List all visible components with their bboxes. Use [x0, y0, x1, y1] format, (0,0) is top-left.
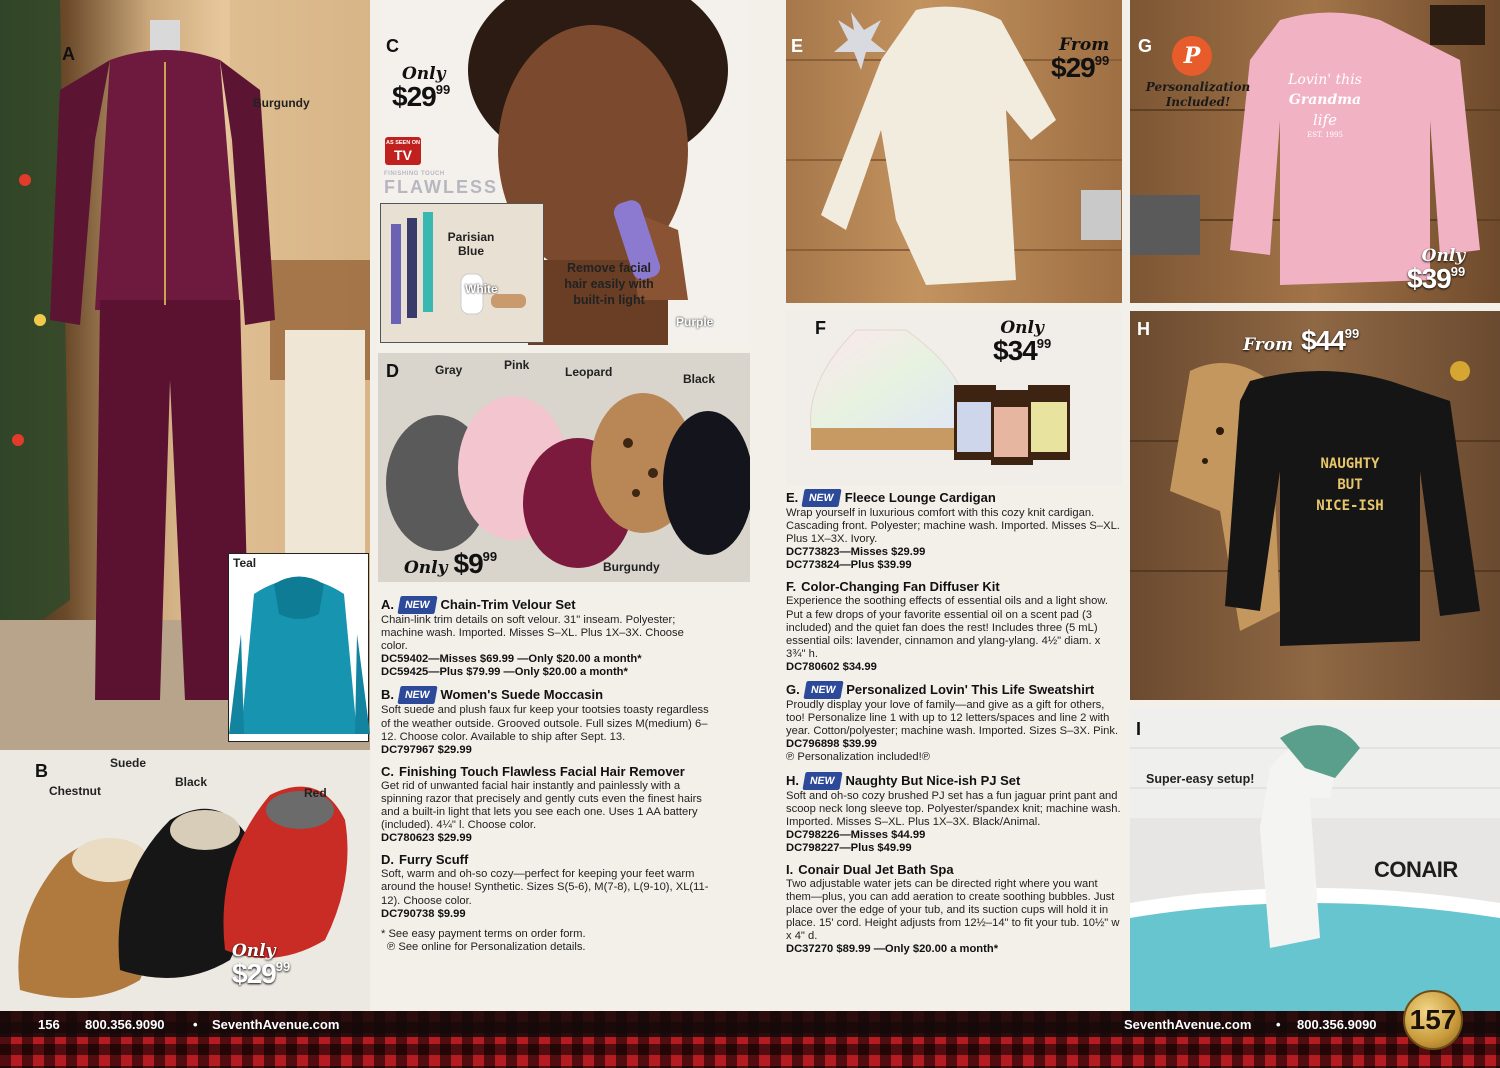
photo-letter: C	[386, 36, 399, 56]
footer-site-left[interactable]: SeventhAvenue.com	[212, 1017, 340, 1032]
copy-item-g	[786, 681, 1122, 764]
photo-c-flawless	[378, 0, 750, 345]
item-body: Proudly display your love of family—and give as a gift for others, too! Personalize line 1 with up to 12 letters/spaces and line 2 with year. Cotton/polyester; machine wash. Imported. Sizes S–3X. Pink.	[786, 699, 1119, 738]
as-seen-on-tv-badge: AS SEEN ON TV	[385, 137, 421, 165]
conair-logo: CONAIR	[1374, 857, 1458, 882]
item-title: Personalized Lovin' This Life Sweatshirt	[846, 682, 1095, 698]
item-sku: DC798227—Plus $49.99	[786, 841, 912, 854]
photo-f-diffuser	[786, 310, 1122, 485]
footer-phone-left[interactable]: 800.356.9090	[85, 1017, 165, 1032]
item-title: Naughty But Nice-ish PJ Set	[845, 772, 1021, 788]
shirt-print-naughty: NAUGHTY BUT NICE-ISH	[1316, 456, 1384, 514]
personalization-note: ℗ Personalization included!℗	[786, 751, 930, 764]
slippers-illustration	[378, 353, 750, 582]
new-badge: NEW	[802, 772, 842, 790]
copy-column-right	[786, 489, 1122, 964]
callout-easy-setup: Super-easy setup!	[1146, 772, 1255, 786]
copy-item-c	[381, 764, 713, 845]
colors-inset	[380, 203, 544, 343]
copy-item-a	[381, 596, 713, 679]
item-sku: DC797967 $29.99	[381, 743, 472, 756]
item-sku: DC780602 $34.99	[786, 660, 877, 673]
item-body: Soft, warm and oh-so cozy—perfect for keeping your feet warm around the house! Synthetic. Sizes S(5-6), M(7-8), L(9-10), XL(11-12). Choose color.	[381, 868, 709, 907]
price-f	[993, 320, 1051, 365]
item-body: Soft and oh-so cozy brushed PJ set has a fun jaguar print pant and scoop neck long sleeve top. Polyester/spandex knit; machine wash. Imported. Misses S–XL. Plus 1X–3X. Black/Animal.	[786, 789, 1121, 828]
new-badge: NEW	[803, 681, 843, 699]
color-label-white: White	[465, 282, 498, 296]
item-body: Two adjustable water jets can be directed right where you want them—plus, you can add aeration to create soothing bubbles. Just place over the edge of your tub, and its suction cups will hold it in place. 15' cord. Height adjusts from 12½–14" to fit your tub. 10½" w x 4" d.	[786, 877, 1120, 943]
item-head: B. NEW Women's Suede Moccasin	[381, 687, 604, 703]
item-body: Wrap yourself in luxurious comfort with this cozy knit cardigan. Cascading front. Polyester; machine wash. Imported. Misses S–XL. Plus 1X–3X. Ivory.	[786, 507, 1120, 546]
item-title: Finishing Touch Flawless Facial Hair Remover	[399, 763, 685, 779]
footnote-personalization: ℗ See online for Personalization details.	[387, 940, 586, 953]
item-head: C. Finishing Touch Flawless Facial Hair Remover	[381, 763, 685, 779]
item-sku: DC37270 $89.99 —Only $20.00 a month*	[786, 943, 999, 956]
item-title: Conair Dual Jet Bath Spa	[798, 861, 954, 877]
item-sku: DC796898 $39.99	[786, 738, 877, 751]
item-sku: DC59425—Plus $79.99 —Only $20.00 a month*	[381, 666, 628, 679]
price-g	[1407, 248, 1465, 293]
item-body: Chain-link trim details on soft velour. 31" inseam. Polyester; machine wash. Imported. Misses S–XL. Plus 1X–3X. Choose color.	[381, 614, 684, 653]
item-head: D. Furry Scuff	[381, 852, 469, 868]
item-sku: DC59402—Misses $69.99 —Only $20.00 a month*	[381, 653, 642, 666]
price-c	[392, 66, 450, 111]
item-sku: DC798226—Misses $44.99	[786, 828, 926, 841]
price-amount: $\$44^{99}$	[1301, 325, 1360, 356]
photo-a-velour-set	[0, 0, 370, 750]
color-label-black: Black	[683, 372, 716, 386]
photo-g-sweatshirt	[1130, 0, 1500, 303]
price-lead: From	[1059, 35, 1110, 55]
item-head: G. NEW Personalized Lovin' This Life Sweatshirt	[786, 682, 1095, 698]
price-amount: $\$29^{99}$	[392, 81, 451, 112]
photo-d-scuffs	[378, 353, 750, 582]
photo-letter: D	[386, 361, 399, 381]
label-suede: Suede	[110, 756, 147, 770]
item-head: H. NEW Naughty But Nice-ish PJ Set	[786, 772, 1021, 788]
copy-item-i	[786, 862, 1122, 957]
item-head: F. Color-Changing Fan Diffuser Kit	[786, 579, 1000, 595]
callout-remove-hair: Remove facial hair easily with built-in light	[564, 261, 654, 307]
footer-site-right[interactable]: SeventhAvenue.com	[1124, 1017, 1252, 1032]
color-label-black: Black	[175, 775, 208, 789]
copy-item-h	[786, 772, 1122, 855]
color-label-gray: Gray	[435, 363, 463, 377]
price-b	[232, 943, 290, 988]
color-label-parisian-blue: Parisian Blue	[447, 230, 495, 258]
photo-h-pj-set	[1130, 311, 1500, 700]
price-h	[1243, 327, 1359, 355]
photo-b-moccasins	[0, 750, 370, 1011]
price-e	[1051, 37, 1109, 82]
item-title: Color-Changing Fan Diffuser Kit	[801, 579, 1000, 595]
photo-e-cardigan	[786, 0, 1122, 303]
item-title: Fleece Lounge Cardigan	[844, 490, 996, 505]
color-label-chestnut: Chestnut	[49, 784, 101, 798]
item-head: A. NEW Chain-Trim Velour Set	[381, 597, 576, 612]
price-lead: Only	[1421, 246, 1466, 266]
price-lead: Only	[404, 558, 448, 578]
photo-letter: G	[1138, 36, 1153, 56]
personalization-p-icon: P	[1172, 36, 1212, 76]
price-lead: Only	[402, 64, 446, 84]
footnote-payment: * See easy payment terms on order form.	[381, 927, 586, 940]
price-amount: $\$9^{99}$	[453, 548, 498, 579]
price-amount: $\$29^{99}$	[1051, 52, 1110, 83]
copy-column-mid	[381, 596, 713, 954]
price-lead: Only	[232, 941, 276, 961]
diffuser-illustration	[786, 310, 1122, 485]
color-label-teal: Teal	[233, 556, 257, 570]
teal-inset	[228, 553, 369, 742]
copy-item-d	[381, 852, 713, 920]
price-lead: From	[1243, 335, 1294, 355]
flawless-colors-illustration	[381, 204, 545, 344]
color-label-leopard: Leopard	[565, 365, 613, 379]
new-badge: NEW	[802, 489, 842, 507]
price-amount: $\$29^{99}$	[232, 958, 291, 989]
item-head: E. NEW Fleece Lounge Cardigan	[786, 490, 996, 505]
footer-phone-right[interactable]: 800.356.9090	[1297, 1017, 1377, 1032]
item-title: Furry Scuff	[399, 852, 469, 868]
photo-letter: I	[1136, 719, 1142, 739]
flawless-brand: FINISHING TOUCH FLAWLESS	[384, 171, 498, 197]
item-head: I. Conair Dual Jet Bath Spa	[786, 861, 954, 877]
item-sku: DC790738 $9.99	[381, 907, 466, 920]
price-lead: Only	[1000, 318, 1044, 338]
shirt-print-grandma: Lovin' this Grandma life EST. 1995	[1288, 72, 1362, 139]
photo-letter: H	[1137, 319, 1150, 339]
item-body: Experience the soothing effects of essential oils and a light show. Put a few drops of your favorite essential oil on a scent pad (3 included) and the quiet fan does the rest! Includes three (5 mL) essential oils: lavender, cinnamon and ylang-ylang. 4½" diam. x 3¾" h.	[786, 595, 1108, 660]
personalization-included: Personalization Included!	[1145, 80, 1251, 109]
footer-bullet: •	[193, 1017, 198, 1032]
teal-jacket-illustration	[229, 554, 370, 743]
new-badge: NEW	[397, 686, 437, 704]
item-body: Soft suede and plush faux fur keep your tootsies toasty regardless of the weather outside. Grooved outsole. Full sizes M(medium) 6–12. Choose color. Available to ship after Sept. 13.	[381, 704, 709, 743]
footer-bullet: •	[1276, 1017, 1281, 1032]
copy-item-f	[786, 579, 1122, 674]
price-amount: $\$34^{99}$	[993, 335, 1052, 366]
photo-letter: F	[815, 318, 826, 338]
color-label-purple: Purple	[676, 315, 714, 329]
item-body: Get rid of unwanted facial hair instantly and painlessly with a spinning razor that precisely and gently cuts even the finest hairs and a built-in light that lets you see each one. Uses 1 AA battery (included). 4¼" l. Choose color.	[381, 779, 702, 832]
item-sku: DC773823—Misses $29.99	[786, 546, 926, 559]
photo-letter: B	[35, 761, 48, 781]
copy-item-b	[381, 686, 713, 756]
item-title: Women's Suede Moccasin	[440, 687, 604, 703]
color-label-burgundy: Burgundy	[603, 560, 660, 574]
color-label-burgundy: Burgundy	[253, 96, 310, 110]
color-label-red: Red	[304, 786, 327, 800]
item-sku: DC780623 $29.99	[381, 832, 472, 845]
photo-i-bath-spa	[1130, 708, 1500, 1011]
photo-letter: A	[62, 44, 75, 64]
item-sku: DC773824—Plus $39.99	[786, 559, 912, 572]
new-badge: NEW	[397, 596, 437, 614]
right-page-number-badge: 157	[1403, 990, 1463, 1050]
price-amount: $\$39^{99}$	[1407, 263, 1466, 294]
copy-item-e	[786, 489, 1122, 572]
photo-letter: E	[791, 36, 804, 56]
left-page-number: 156	[38, 1017, 60, 1032]
color-label-pink: Pink	[504, 358, 530, 372]
price-d	[404, 550, 497, 578]
item-title: Chain-Trim Velour Set	[440, 597, 576, 612]
